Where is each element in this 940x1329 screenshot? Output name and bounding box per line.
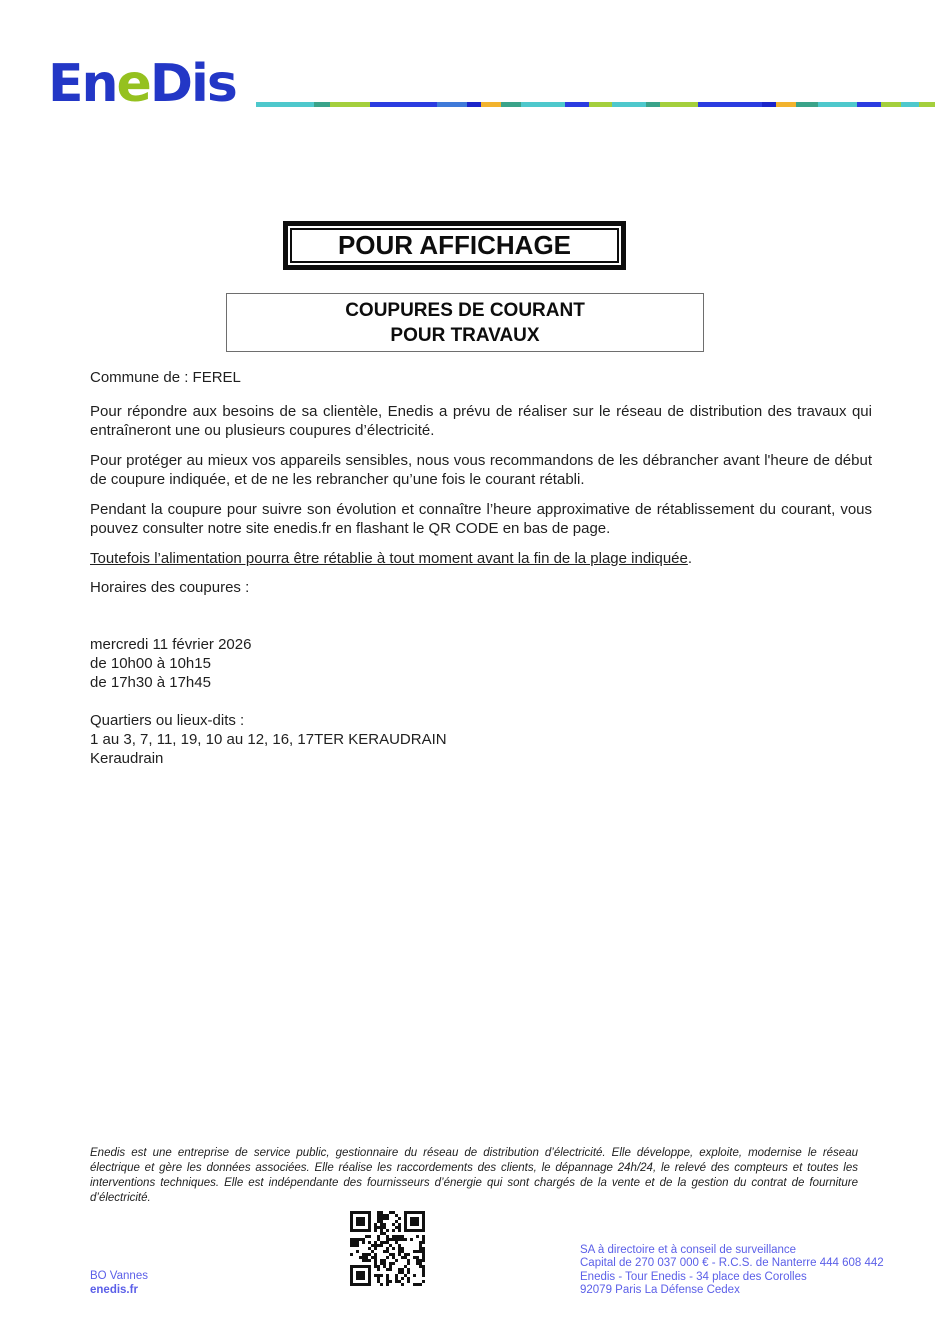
website-url: enedis.fr [90,1283,138,1296]
subtitle-line-1: COUPURES DE COURANT [345,299,585,321]
paragraph-intro: Pour répondre aux besoins de sa clientèle, Enedis a prévu de réaliser sur le réseau de distribution des travaux qui entraîneront une ou plusieurs coupures d’électricité. [90,403,872,439]
banner-box [283,221,626,270]
company-line-address: Enedis - Tour Enedis - 34 place des Corolles [580,1270,807,1283]
schedule-slot-2: de 17h30 à 17h45 [90,674,211,691]
footer-company-block [580,1244,884,1298]
qr-code-icon [347,1207,428,1291]
commune-line: Commune de : FEREL [90,369,241,386]
office-name: BO Vannes [90,1270,148,1282]
subtitle-line-2: POUR TRAVAUX [390,324,540,346]
logo-text-blue-right: Dis [149,54,236,114]
horaires-label: Horaires des coupures : [90,579,250,596]
paragraph-toutefois [90,549,872,568]
schedule-slot-1: de 10h00 à 10h15 [90,655,211,672]
logo-text-blue-left: En [48,54,117,114]
sentence-period: . [687,550,693,567]
quartiers-lieu-dit: Keraudrain [90,750,164,767]
quartiers-addresses: 1 au 3, 7, 11, 19, 10 au 12, 16, 17TER KERAUDRAIN [90,731,447,748]
schedule-block [90,635,872,692]
brand-color-stripe [256,102,935,107]
quartiers-label: Quartiers ou lieux-dits : [90,712,245,729]
schedule-date: mercredi 11 février 2026 [90,636,252,653]
paragraph-qrcode: Pendant la coupure pour suivre son évolution et connaître l’heure approximative de rétablissement du courant, vous pouvez consulter notre site enedis.fr en flashant le QR CODE en bas de page. [90,501,872,537]
quartiers-block [90,711,872,768]
legal-disclaimer: Enedis est une entreprise de service public, gestionnaire du réseau de distribution d’électricité. Elle développe, exploite, modernise le réseau électrique et gère les données associées. Elle réalise les raccordements des clients, le dépannage 24h/24, le relevé des compteurs et toutes les interventions techniques. Elle est indépendante des fournisseurs d’énergie qui sont chargés de la vente et de la gestion du contrat de fourniture d’électricité. [90,1147,858,1204]
paragraph-advice: Pour protéger au mieux vos appareils sensibles, nous vous recommandons de les débrancher avant l'heure de début de coupure indiquée, et de ne les rebrancher qu’une fois le courant rétabli. [90,452,872,488]
subtitle-box [226,293,704,352]
company-line-capital: Capital de 270 037 000 € - R.C.S. de Nanterre 444 608 442 [580,1257,884,1270]
banner-title: POUR AFFICHAGE [290,228,619,263]
enedis-logo [48,54,236,114]
footer-office-block [90,1270,148,1297]
company-line-governance: SA à directoire et à conseil de surveillance [580,1244,797,1256]
company-line-city: 92079 Paris La Défense Cedex [580,1284,740,1297]
underlined-sentence: Toutefois l’alimentation pourra être rétablie à tout moment avant la fin de la plage indiquée [90,550,688,567]
notice-body [90,368,872,768]
logo-text-green-e: e [116,54,150,114]
